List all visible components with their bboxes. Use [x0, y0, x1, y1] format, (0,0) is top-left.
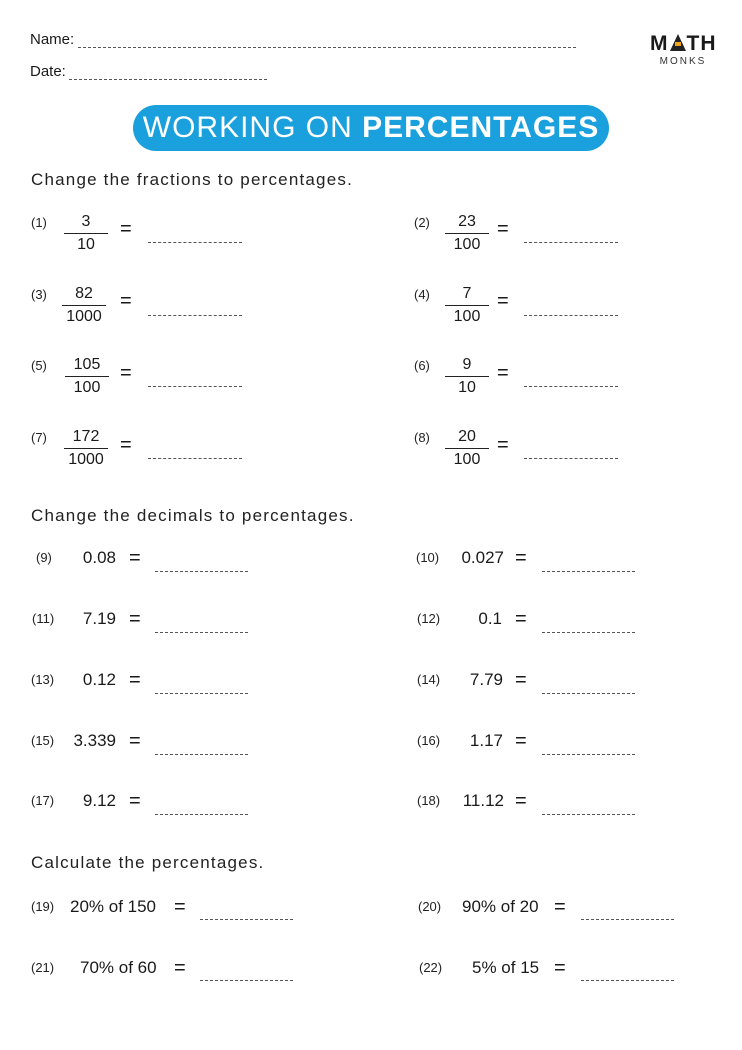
problem-number: (3): [31, 287, 47, 302]
answer-blank[interactable]: [148, 386, 242, 387]
equals-sign: =: [515, 547, 527, 569]
problem-number: (21): [31, 960, 55, 975]
numerator: 82: [75, 285, 93, 302]
decimal-value: 9.12: [82, 791, 116, 810]
equals-sign: =: [554, 957, 566, 979]
numerator: 105: [73, 356, 101, 373]
percentage-expression: 70% of 60: [80, 958, 157, 977]
problem-number: (14): [417, 672, 441, 687]
equals-sign: =: [497, 290, 509, 312]
title-banner: [133, 105, 609, 151]
denominator: 10: [77, 236, 95, 253]
denominator: 100: [453, 451, 481, 468]
fraction: [445, 427, 489, 470]
date-field[interactable]: [69, 79, 267, 80]
numerator: 3: [81, 213, 91, 230]
math-monks-logo: [650, 33, 716, 67]
problem-number: (20): [418, 899, 442, 914]
problem-number: (7): [31, 430, 47, 445]
problem-number: (18): [417, 793, 441, 808]
decimal-value: 0.08: [82, 548, 116, 567]
equals-sign: =: [129, 547, 141, 569]
answer-blank[interactable]: [524, 315, 618, 316]
answer-blank[interactable]: [155, 632, 248, 633]
numerator: 7: [462, 285, 472, 302]
answer-blank[interactable]: [581, 980, 674, 981]
answer-blank[interactable]: [542, 632, 635, 633]
problem-number: (12): [417, 611, 441, 626]
fraction: [64, 427, 108, 470]
answer-blank[interactable]: [581, 919, 674, 920]
section-fractions-heading: Change the fractions to percentages.: [31, 170, 353, 189]
logo-a-triangle-icon: [670, 34, 686, 51]
answer-blank[interactable]: [148, 315, 242, 316]
fraction: [62, 284, 106, 327]
fraction-bar: [64, 448, 108, 449]
denominator: 100: [453, 236, 481, 253]
equals-sign: =: [120, 434, 132, 456]
equals-sign: =: [515, 790, 527, 812]
answer-blank[interactable]: [542, 754, 635, 755]
answer-blank[interactable]: [155, 814, 248, 815]
decimal-value: 7.19: [82, 609, 116, 628]
fraction: [64, 212, 108, 255]
numerator: 20: [458, 428, 476, 445]
problem-number: (15): [31, 733, 55, 748]
name-label: Name:: [30, 31, 75, 48]
problem-number: (19): [31, 899, 55, 914]
equals-sign: =: [120, 218, 132, 240]
problem-number: (13): [31, 672, 55, 687]
answer-blank[interactable]: [524, 242, 618, 243]
equals-sign: =: [174, 896, 186, 918]
problem-number: (9): [36, 550, 52, 565]
fraction-bar: [445, 376, 489, 377]
logo-subtitle: MONKS: [659, 56, 707, 67]
problem-number: (5): [31, 358, 47, 373]
decimal-value: 0.12: [82, 670, 116, 689]
fraction-bar: [445, 448, 489, 449]
problem-number: (16): [417, 733, 441, 748]
problem-number: (1): [31, 215, 47, 230]
problem-number: (22): [419, 960, 443, 975]
section-calculate-heading: Calculate the percentages.: [31, 853, 265, 872]
answer-blank[interactable]: [155, 754, 248, 755]
title-part2: PERCENTAGES: [362, 111, 600, 144]
fraction-bar: [64, 233, 108, 234]
answer-blank[interactable]: [542, 571, 635, 572]
equals-sign: =: [554, 896, 566, 918]
answer-blank[interactable]: [524, 458, 618, 459]
problem-number: (4): [414, 287, 430, 302]
logo-text-left: M: [650, 32, 669, 55]
percentage-expression: 5% of 15: [472, 958, 540, 977]
equals-sign: =: [497, 362, 509, 384]
decimal-value: 1.17: [469, 731, 503, 750]
equals-sign: =: [120, 362, 132, 384]
equals-sign: =: [515, 669, 527, 691]
equals-sign: =: [515, 730, 527, 752]
percentage-expression: 90% of 20: [462, 897, 539, 916]
answer-blank[interactable]: [200, 980, 293, 981]
equals-sign: =: [497, 218, 509, 240]
answer-blank[interactable]: [542, 814, 635, 815]
problem-number: (8): [414, 430, 430, 445]
denominator: 10: [458, 379, 476, 396]
fraction-bar: [65, 376, 109, 377]
denominator: 1000: [68, 451, 104, 468]
answer-blank[interactable]: [542, 693, 635, 694]
answer-blank[interactable]: [148, 242, 242, 243]
fraction-bar: [445, 233, 489, 234]
equals-sign: =: [129, 790, 141, 812]
name-field[interactable]: [78, 47, 576, 48]
decimal-value: 3.339: [73, 731, 116, 750]
percentage-expression: 20% of 150: [70, 897, 157, 916]
numerator: 9: [462, 356, 472, 373]
equals-sign: =: [129, 730, 141, 752]
decimal-value: 11.12: [462, 791, 504, 810]
equals-sign: =: [497, 434, 509, 456]
equals-sign: =: [129, 608, 141, 630]
fraction: [445, 355, 489, 398]
denominator: 100: [73, 379, 101, 396]
problem-number: (2): [414, 215, 430, 230]
date-label: Date:: [30, 63, 66, 80]
answer-blank[interactable]: [148, 458, 242, 459]
answer-blank[interactable]: [155, 571, 248, 572]
section-decimals-heading: Change the decimals to percentages.: [31, 506, 355, 525]
fraction: [65, 355, 109, 398]
fraction: [445, 212, 489, 255]
denominator: 100: [453, 308, 481, 325]
problem-number: (11): [32, 611, 55, 626]
problem-number: (6): [414, 358, 430, 373]
problem-number: (10): [416, 550, 440, 565]
answer-blank[interactable]: [524, 386, 618, 387]
numerator: 23: [458, 213, 476, 230]
problem-number: (17): [31, 793, 55, 808]
equals-sign: =: [120, 290, 132, 312]
fraction-bar: [445, 305, 489, 306]
equals-sign: =: [129, 669, 141, 691]
decimal-value: 7.79: [469, 670, 503, 689]
fraction-bar: [62, 305, 106, 306]
equals-sign: =: [174, 957, 186, 979]
title-part1: WORKING ON: [142, 111, 363, 144]
denominator: 1000: [66, 308, 102, 325]
fraction: [445, 284, 489, 327]
numerator: 172: [72, 428, 100, 445]
answer-blank[interactable]: [200, 919, 293, 920]
decimal-value: 0.027: [461, 548, 504, 567]
answer-blank[interactable]: [155, 693, 248, 694]
equals-sign: =: [515, 608, 527, 630]
logo-text-right: TH: [686, 32, 717, 55]
decimal-value: 0.1: [478, 609, 502, 628]
